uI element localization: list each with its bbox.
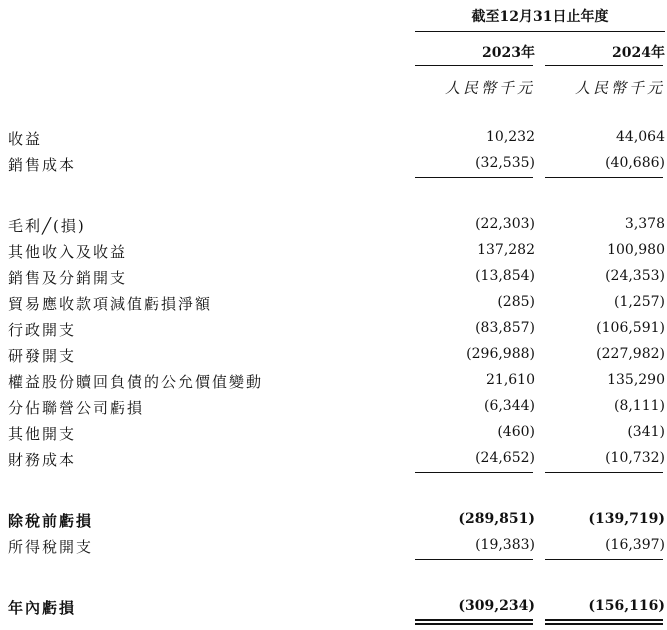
year-2024-underline — [545, 65, 663, 66]
total-double-rule — [415, 623, 533, 625]
row-label-cost-of-sales: 銷售成本 — [8, 156, 77, 174]
row-value-2024: (227,982) — [596, 346, 665, 362]
row-label-loss-for-year: 年內虧損 — [8, 599, 77, 617]
subtotal-rule — [545, 559, 663, 560]
period-header: 截至12月31日止年度 — [471, 9, 609, 25]
row-label-share-of-associates: 分佔聯營公司虧損 — [8, 399, 145, 417]
year-2024-header: 2024年 — [612, 45, 665, 61]
row-label-admin-expenses: 行政開支 — [8, 321, 77, 339]
row-label-impairment: 貿易應收款項減值虧損淨額 — [8, 295, 213, 313]
row-label-selling-expenses: 銷售及分銷開支 — [8, 269, 128, 287]
subtotal-rule — [415, 559, 533, 560]
total-double-rule — [545, 623, 663, 625]
row-value-2023: (296,988) — [466, 346, 535, 362]
row-value-2023: (6,344) — [483, 398, 535, 414]
row-value-2024: (341) — [627, 424, 665, 440]
row-value-2024: 44,064 — [616, 129, 665, 145]
row-value-2023: (289,851) — [458, 511, 535, 527]
row-value-2024: (139,719) — [588, 511, 665, 527]
row-value-2024: (16,397) — [605, 537, 665, 553]
row-label-revenue: 收益 — [8, 130, 43, 148]
row-value-2023: (460) — [497, 424, 535, 440]
row-value-2023: (19,383) — [475, 537, 535, 553]
row-label-rnd-expenses: 研發開支 — [8, 347, 77, 365]
row-value-2023: (83,857) — [475, 320, 535, 336]
row-value-2023: 21,610 — [486, 372, 535, 388]
row-value-2023: (24,652) — [475, 450, 535, 466]
row-label-other-expenses: 其他開支 — [8, 425, 77, 443]
unit-2023: 人民幣千元 — [444, 79, 535, 97]
row-value-2024: (156,116) — [588, 598, 665, 614]
row-label-other-income: 其他收入及收益 — [8, 243, 128, 261]
row-label-gross-profit: 毛利╱(損) — [8, 217, 86, 235]
row-label-income-tax: 所得稅開支 — [8, 538, 94, 556]
subtotal-rule — [545, 177, 663, 178]
row-value-2024: (1,257) — [613, 294, 665, 310]
row-value-2024: (8,111) — [613, 398, 665, 414]
year-2023-header: 2023年 — [482, 45, 535, 61]
row-value-2024: 100,980 — [607, 242, 665, 258]
row-value-2024: 135,290 — [607, 372, 665, 388]
row-value-2024: (10,732) — [605, 450, 665, 466]
subtotal-rule — [545, 472, 663, 473]
row-label-loss-before-tax: 除稅前虧損 — [8, 512, 94, 530]
row-value-2024: (40,686) — [605, 155, 665, 171]
year-2023-underline — [415, 65, 533, 66]
row-label-finance-costs: 財務成本 — [8, 451, 77, 469]
row-value-2023: (309,234) — [458, 598, 535, 614]
total-double-rule — [545, 619, 663, 621]
subtotal-rule — [415, 177, 533, 178]
row-value-2024: (106,591) — [596, 320, 665, 336]
row-value-2023: (32,535) — [475, 155, 535, 171]
row-value-2023: (285) — [497, 294, 535, 310]
row-value-2024: 3,378 — [624, 216, 665, 232]
row-label-fair-value-change: 權益股份贖回負債的公允價值變動 — [8, 373, 264, 391]
row-value-2023: (22,303) — [475, 216, 535, 232]
unit-2024: 人民幣千元 — [574, 79, 665, 97]
subtotal-rule — [415, 472, 533, 473]
row-value-2023: 10,232 — [486, 129, 535, 145]
row-value-2024: (24,353) — [605, 268, 665, 284]
row-value-2023: 137,282 — [477, 242, 535, 258]
total-double-rule — [415, 619, 533, 621]
period-underline — [415, 31, 665, 32]
row-value-2023: (13,854) — [475, 268, 535, 284]
